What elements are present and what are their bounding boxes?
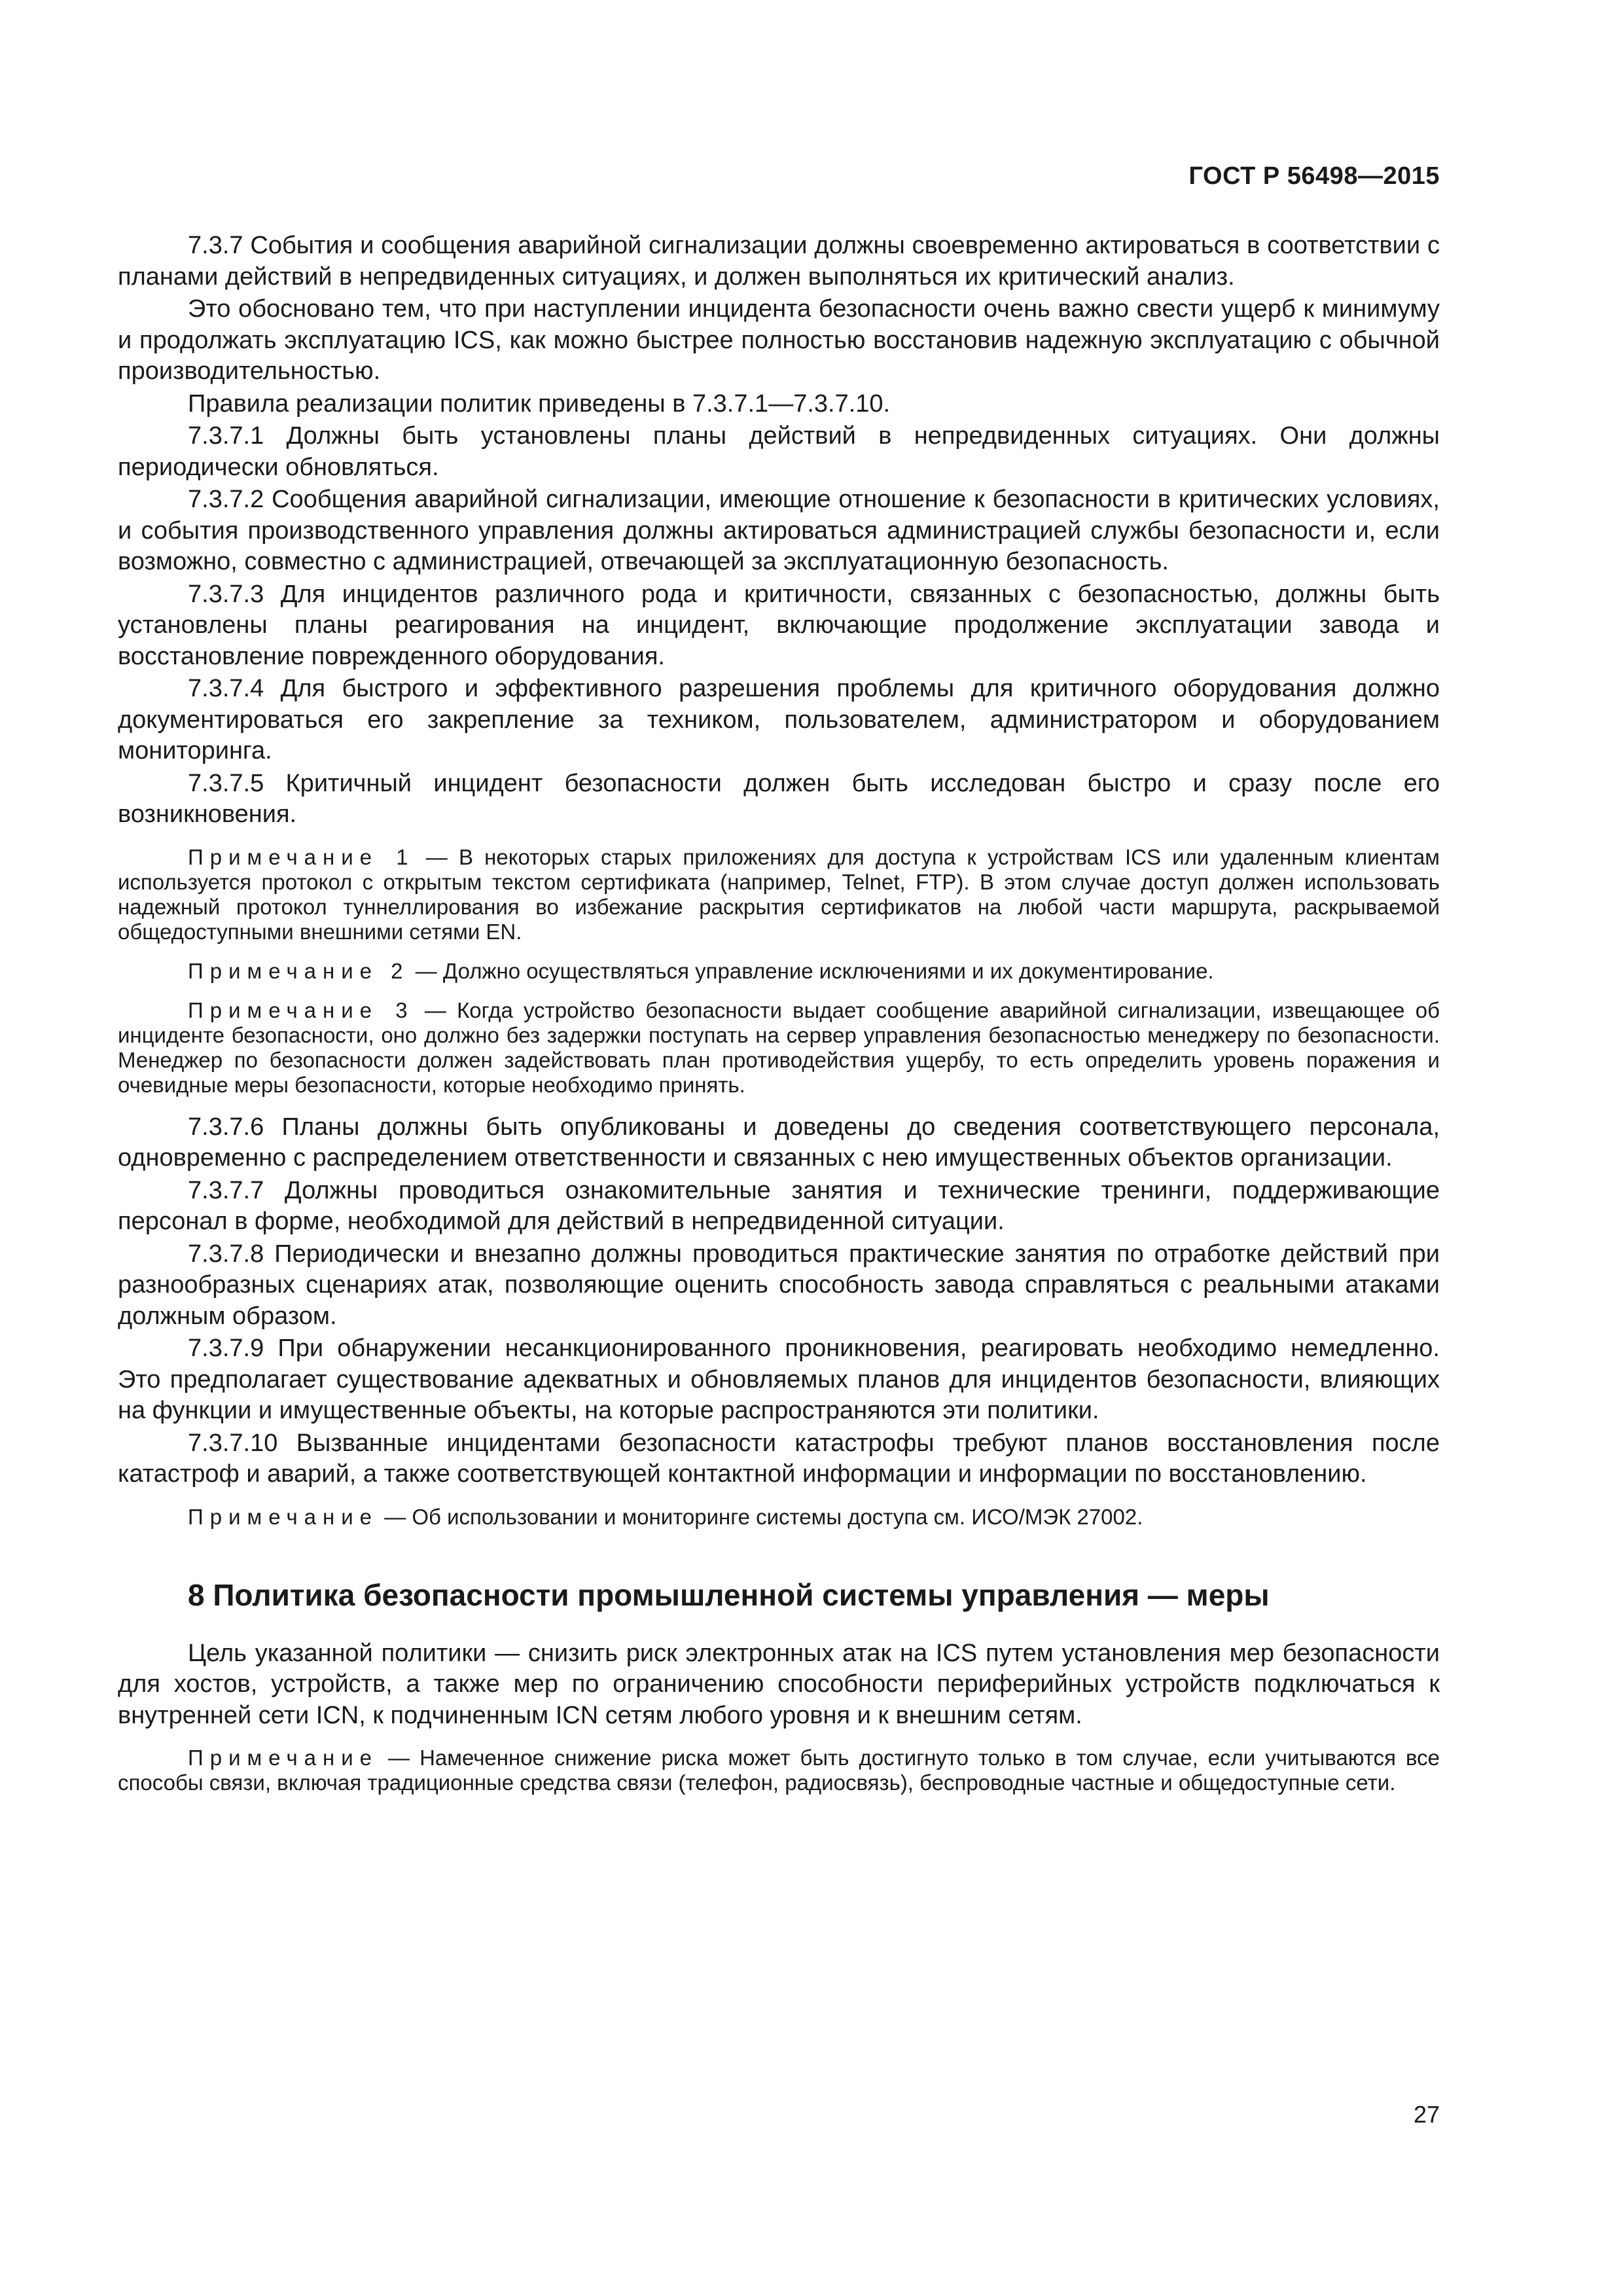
paragraph-7-3-7-5: 7.3.7.5 Критичный инцидент безопасности должен быть исследован быстро и сразу после его возникновения. [118, 769, 1440, 828]
note-label: Примечание 2 [188, 958, 410, 983]
paragraph-7-3-7-2: 7.3.7.2 Сообщения аварийной сигнализации, имеющие отношение к безопасности в критических условиях, и события производственного управления должны актироваться администрацией службы безопасности и, если возможно, совместно с администрацией, отвечающей за эксплуатационную безопасность. [118, 486, 1440, 575]
note-1 [118, 845, 1440, 944]
section-8-title: 8 Политика безопасности промышленной системы управления — меры [188, 1577, 1270, 1612]
note-text: — Должно осуществляться управление исключениями и их документирование. [409, 958, 1214, 983]
paragraph-rules-ref: Правила реализации политик приведены в 7.3.7.1—7.3.7.10. [188, 389, 891, 418]
paragraph-7-3-7: 7.3.7 События и сообщения аварийной сигнализации должны своевременно актироваться в соответствии с планами действий в непредвиденных ситуациях, и должен выполняться их критический анализ. [118, 232, 1440, 291]
paragraph-7-3-7-3: 7.3.7.3 Для инцидентов различного рода и критичности, связанных с безопасностью, должны быть установлены планы реагирования на инцидент, включающие продолжение эксплуатации завода и восстановление поврежденного оборудования. [118, 580, 1440, 670]
paragraph-7-3-7-7: 7.3.7.7 Должны проводиться ознакомительные занятия и технические тренинги, поддерживающие персонал в форме, необходимой для действий в непредвиденной ситуации. [118, 1176, 1440, 1235]
document-body [118, 230, 1440, 1795]
note-text: — Об использовании и мониторинге системы доступа см. ИСО/МЭК 27002. [378, 1504, 1143, 1529]
paragraph-7-3-7-8: 7.3.7.8 Периодически и внезапно должны проводиться практические занятия по отработке действий при разнообразных сценариях атак, позволяющие оценить способность завода справляться с реальными атаками должным образом. [118, 1240, 1440, 1330]
note-iso-27002 [118, 1505, 1440, 1530]
paragraph-7-3-7-9: 7.3.7.9 При обнаружении несанкционированного проникновения, реагировать необходимо немедленно. Это предполагает существование адекватных и обновляемых планов для инцидентов безопасности, влияющих на функции и имущественные объекты, на которые распространяются эти политики. [118, 1335, 1440, 1424]
paragraph-rationale: Это обосновано тем, что при наступлении инцидента безопасности очень важно свести ущерб к минимуму и продолжать эксплуатацию ICS, как можно быстрее полностью восстановив надежную эксплуатацию с обычной производительностью. [118, 295, 1440, 385]
note-text: — В некоторых старых приложениях для доступа к устройствам ICS или удаленным клиентам используется протокол с открытым текстом сертификата (например, Telnet, FTP). В этом случае доступ должен использовать надежный протокол туннеллирования во избежание раскрытия сертификатов на любой части маршрута, раскрываемой общедоступными внешними сетями EN. [118, 844, 1440, 944]
note-label: Примечание 3 [188, 997, 414, 1022]
paragraph-7-3-7-1: 7.3.7.1 Должны быть установлены планы действий в непредвиденных ситуациях. Они должны периодически обновляться. [118, 422, 1440, 481]
note-label: Примечание [188, 1504, 379, 1529]
note-3 [118, 998, 1440, 1098]
standard-header: ГОСТ Р 56498—2015 [1188, 162, 1440, 190]
page-number: 27 [1413, 2101, 1440, 2128]
note-text: — Когда устройство безопасности выдает сообщение аварийной сигнализации, извещающее об инциденте безопасности, оно должно без задержки поступать на сервер управления безопасностью менеджеру по безопасности. Менеджер по безопасности должен задействовать план противодействия ущербу, то есть определить уровень поражения и очевидные меры безопасности, которые необходимо принять. [118, 997, 1440, 1097]
note-label: Примечание 1 [188, 844, 415, 869]
paragraph-7-3-7-6: 7.3.7.6 Планы должны быть опубликованы и доведены до сведения соответствующего персонала, одновременно с распределением ответственности и связанных с нею имущественных объектов организации. [118, 1113, 1440, 1172]
section-8-note [118, 1746, 1440, 1795]
note-label: Примечание [188, 1746, 379, 1770]
paragraph-7-3-7-4: 7.3.7.4 Для быстрого и эффективного разрешения проблемы для критичного оборудования должно документироваться его закрепление за техником, пользователем, администратором и оборудованием мониторинга. [118, 675, 1440, 764]
note-text: — Намеченное снижение риска может быть достигнуто только в том случае, если учитываются все способы связи, включая традиционные средства связи (телефон, радиосвязь), беспроводные частные и общедоступные сети. [118, 1746, 1440, 1795]
paragraph-7-3-7-10: 7.3.7.10 Вызванные инцидентами безопасности катастрофы требуют планов восстановления после катастроф и аварий, а также соответствующей контактной информации и информации по восстановлению. [118, 1429, 1440, 1488]
section-8-paragraph: Цель указанной политики — снизить риск электронных атак на ICS путем установления мер безопасности для хостов, устройств, а также мер по ограничению способности периферийных устройств подключаться к внутренней сети ICN, к подчиненным ICN сетям любого уровня и к внешним сетям. [118, 1639, 1440, 1729]
note-2 [118, 959, 1440, 984]
